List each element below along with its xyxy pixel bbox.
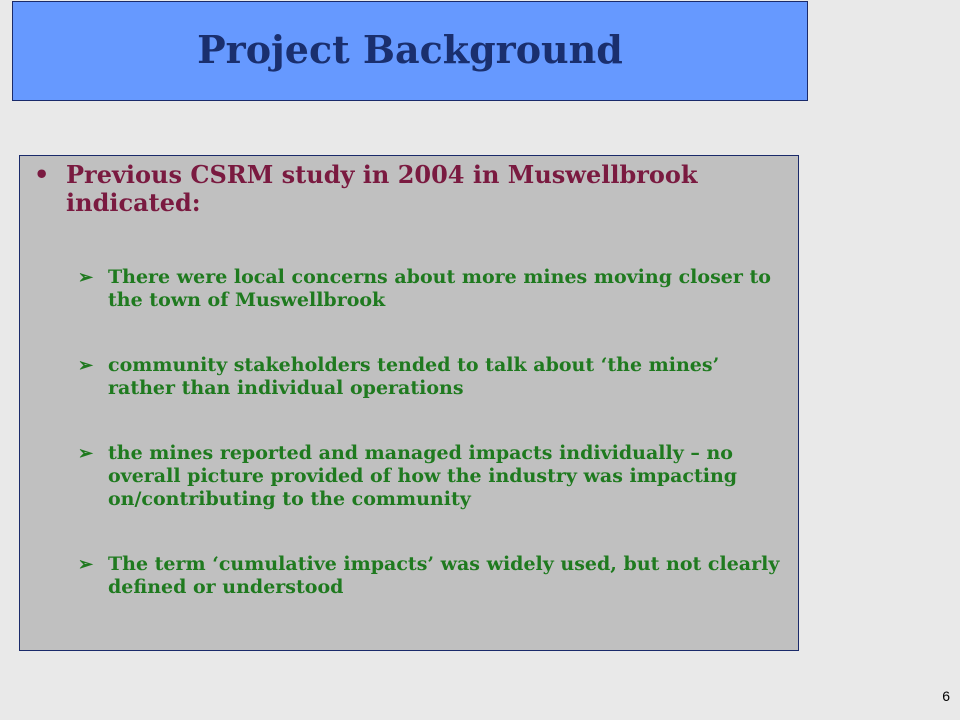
content-panel — [19, 155, 799, 651]
arrow-bullet-icon: ➢ — [78, 443, 94, 464]
sub-bullet-list — [78, 266, 788, 641]
arrow-bullet-icon: ➢ — [78, 267, 94, 288]
arrow-bullet-icon: ➢ — [78, 554, 94, 575]
bullet-dot-icon: • — [34, 160, 50, 189]
main-bullet-text: Previous CSRM study in 2004 in Muswellbrook indicated: — [66, 160, 698, 217]
sub-bullet — [78, 354, 788, 400]
page-number: 6 — [942, 688, 950, 704]
sub-bullet-text: community stakeholders tended to talk about ‘the mines’ rather than individual operations — [108, 354, 720, 399]
sub-bullet — [78, 442, 788, 511]
sub-bullet-text: the mines reported and managed impacts individually – no overall picture provided of how the industry was impacting on/contributing to the community — [108, 442, 738, 510]
sub-bullet — [78, 266, 788, 312]
slide-title: Project Background — [197, 26, 623, 72]
sub-bullet-text: There were local concerns about more mines moving closer to the town of Muswellbrook — [108, 266, 771, 311]
main-bullet — [34, 161, 774, 217]
sub-bullet-text: The term ‘cumulative impacts’ was widely used, but not clearly defined or understood — [108, 553, 780, 598]
sub-bullet — [78, 553, 788, 599]
title-banner — [12, 1, 808, 101]
arrow-bullet-icon: ➢ — [78, 355, 94, 376]
